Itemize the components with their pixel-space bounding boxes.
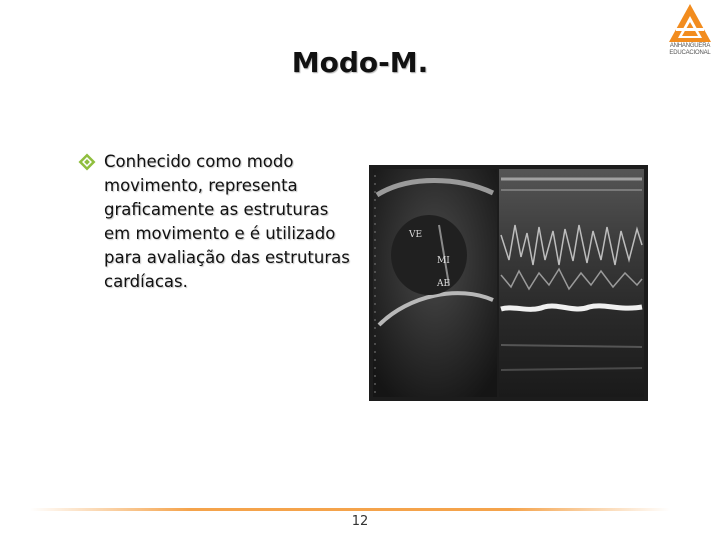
logo-line-2: EDUCACIONAL [669,50,711,56]
label-ae: AE [437,279,451,289]
page-number: 12 [351,514,369,529]
diamond-bullet-icon [78,153,96,171]
slide-title: Modo-M. [291,46,429,79]
footer-divider [30,508,670,511]
bullet-text: Conhecido como modo movimento, representa graficamente as estruturas em movimento e é utilizado para avaliação das estruturas cardíacas. [104,152,350,291]
anhanguera-triangle-icon [664,2,716,44]
logo-line-1: ANHANGUERA [669,43,711,49]
ultrasound-m-mode-image [369,165,648,401]
label-mi: MI [437,256,450,266]
label-ve: VE [409,230,423,240]
